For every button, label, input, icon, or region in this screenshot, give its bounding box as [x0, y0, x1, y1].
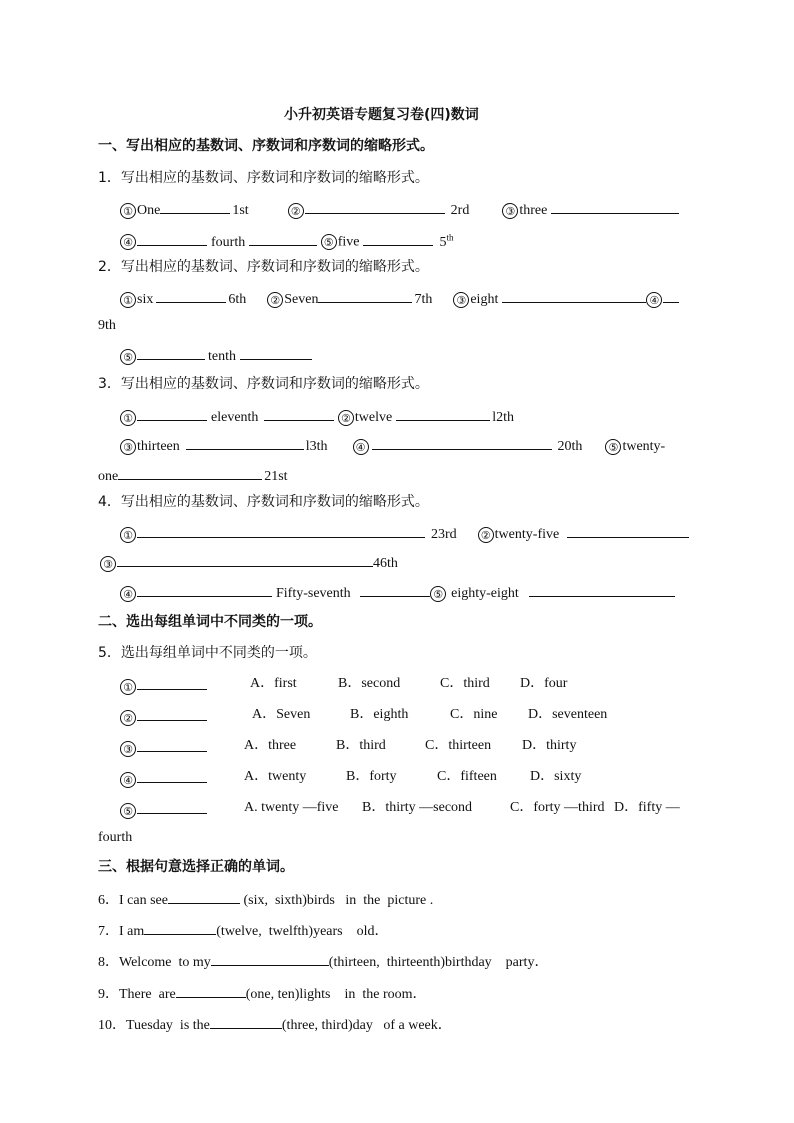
option-b[interactable]: B．eighth — [350, 707, 409, 722]
section-3-heading: 三、根据句意选择正确的单词。 — [98, 859, 294, 875]
option-d[interactable]: D．sixty — [530, 769, 582, 784]
sentence-end: (six, sixth)birds in the picture . — [239, 893, 434, 908]
answer-blank[interactable] — [529, 582, 675, 597]
item-abbr: 5th — [439, 232, 454, 250]
question-number: 9． — [98, 987, 119, 1002]
answer-blank[interactable] — [211, 951, 329, 966]
answer-blank[interactable] — [210, 1014, 282, 1029]
question-8 — [98, 951, 548, 972]
question-3 — [98, 375, 429, 393]
option-d[interactable]: D．four — [520, 676, 568, 691]
item-word: six — [137, 292, 154, 307]
item-abbr: 46th — [373, 556, 398, 571]
item-word: five — [337, 234, 360, 250]
circled-number: ⑤ — [430, 586, 446, 602]
circled-number: ⑤ — [321, 234, 337, 250]
question-number: 7． — [98, 924, 119, 939]
answer-blank[interactable] — [567, 523, 689, 538]
question-number: 1． — [98, 170, 121, 186]
circled-number: ④ — [120, 772, 136, 788]
answer-blank[interactable] — [372, 435, 552, 450]
q5-row-3 — [120, 737, 207, 758]
sentence-end: (thirteen, thirteenth)birthday party． — [328, 955, 549, 970]
question-6 — [98, 889, 433, 910]
question-prompt: 写出相应的基数词、序数词和序数词的缩略形式。 — [120, 259, 429, 275]
item-word: One — [137, 203, 161, 218]
item-ordinal: eleventh — [211, 410, 259, 425]
sentence-start: I can see — [119, 893, 168, 908]
q5-row-5 — [120, 799, 207, 820]
q2-row-2 — [120, 345, 312, 366]
q3-row-1 — [120, 406, 514, 427]
option-b[interactable]: B．forty — [346, 769, 397, 784]
circled-number: ③ — [453, 292, 469, 308]
q4-row-2 — [100, 552, 398, 573]
option-c[interactable]: C．third — [440, 676, 490, 691]
q1-row-1 — [120, 199, 679, 220]
answer-blank[interactable] — [360, 582, 430, 597]
q4-row-1 — [120, 523, 689, 544]
option-c[interactable]: C．forty —third — [510, 800, 605, 815]
q2-row-1 — [120, 288, 679, 309]
item-abbr: 23rd — [431, 527, 457, 542]
option-c[interactable]: C．nine — [450, 707, 498, 722]
question-1 — [98, 169, 429, 187]
option-d[interactable]: D．thirty — [522, 738, 577, 753]
answer-blank[interactable] — [144, 920, 216, 935]
answer-blank[interactable] — [363, 231, 433, 246]
option-b[interactable]: B．second — [338, 676, 401, 691]
answer-blank[interactable] — [117, 552, 373, 567]
answer-blank[interactable] — [551, 199, 679, 214]
circled-number: ⑤ — [120, 803, 136, 819]
answer-blank[interactable] — [663, 288, 679, 303]
answer-blank[interactable] — [240, 345, 312, 360]
question-7 — [98, 920, 389, 941]
answer-blank[interactable] — [396, 406, 490, 421]
section-2-heading: 二、选出每组单词中不同类的一项。 — [98, 614, 322, 630]
answer-blank[interactable] — [264, 406, 334, 421]
item-word: one — [98, 469, 119, 484]
answer-blank[interactable] — [137, 706, 207, 721]
item-word: eighty-eight — [451, 586, 519, 601]
item-ordinal: fourth — [211, 234, 246, 250]
question-prompt: 写出相应的基数词、序数词和序数词的缩略形式。 — [120, 376, 429, 392]
option-d[interactable]: D．seventeen — [528, 707, 608, 722]
answer-blank[interactable] — [137, 582, 272, 597]
q5-row-1 — [120, 675, 207, 696]
question-prompt: 写出相应的基数词、序数词和序数词的缩略形式。 — [120, 494, 429, 510]
sentence-start: There are — [119, 987, 176, 1002]
answer-blank[interactable] — [176, 983, 246, 998]
question-number: 3． — [98, 376, 121, 392]
circled-number: ⑤ — [605, 439, 621, 455]
circled-number: ⑤ — [120, 349, 136, 365]
answer-blank[interactable] — [502, 288, 646, 303]
sentence-start: I am — [119, 924, 145, 939]
option-d-continued: fourth — [98, 830, 133, 845]
q4-row-3 — [120, 582, 675, 603]
answer-blank[interactable] — [137, 345, 205, 360]
q5-row-2 — [120, 706, 207, 727]
item-word: twenty- — [622, 439, 666, 454]
option-d[interactable]: D．fifty — — [614, 800, 680, 815]
sentence-start: Welcome to my — [119, 955, 211, 970]
q1-row-2 — [120, 228, 454, 252]
sentence-end: (three, third)day of a week． — [281, 1018, 452, 1033]
item-word: three — [519, 203, 548, 218]
question-4 — [98, 493, 429, 511]
circled-number: ② — [267, 292, 283, 308]
option-b[interactable]: B．third — [336, 738, 386, 753]
item-abbr: 7th — [414, 292, 433, 307]
answer-blank[interactable] — [137, 768, 207, 783]
answer-blank[interactable] — [137, 737, 207, 752]
answer-blank[interactable] — [137, 675, 207, 690]
option-c[interactable]: C．fifteen — [437, 769, 497, 784]
item-word: eight — [470, 292, 499, 307]
option-a[interactable]: A．first — [250, 676, 297, 691]
option-c[interactable]: C．thirteen — [425, 738, 492, 753]
option-a[interactable]: A．three — [244, 738, 297, 753]
question-number: 4． — [98, 494, 121, 510]
question-number: 2． — [98, 259, 121, 275]
question-9 — [98, 983, 427, 1004]
question-number: 6． — [98, 893, 119, 908]
item-abbr: 6th — [228, 292, 247, 307]
circled-number: ② — [288, 203, 304, 219]
circled-number: ④ — [120, 586, 136, 602]
circled-number: ② — [478, 527, 494, 543]
circled-number: ② — [120, 710, 136, 726]
circled-number: ① — [120, 679, 136, 695]
answer-blank[interactable] — [305, 199, 445, 214]
question-prompt: 选出每组单词中不同类的一项。 — [120, 645, 317, 661]
option-a[interactable]: A．Seven — [252, 707, 311, 722]
item-abbr: 9th — [98, 318, 116, 333]
question-number: 8． — [98, 955, 119, 970]
sentence-start: Tuesday is the — [126, 1018, 210, 1033]
page-title: 小升初英语专题复习卷(四)数词 — [284, 107, 479, 123]
option-a[interactable]: A. twenty —five — [244, 800, 339, 815]
question-number: 5． — [98, 645, 121, 661]
answer-blank[interactable] — [186, 435, 304, 450]
circled-number: ④ — [353, 439, 369, 455]
answer-blank[interactable] — [156, 288, 226, 303]
circled-number: ③ — [120, 439, 136, 455]
section-1-heading: 一、写出相应的基数词、序数词和序数词的缩略形式。 — [98, 138, 434, 154]
answer-blank[interactable] — [249, 231, 317, 246]
answer-blank[interactable] — [137, 523, 425, 538]
question-prompt: 写出相应的基数词、序数词和序数词的缩略形式。 — [120, 170, 429, 186]
question-10 — [98, 1014, 452, 1035]
q5-row-4 — [120, 768, 207, 789]
circled-number: ① — [120, 410, 136, 426]
question-5 — [98, 644, 317, 662]
item-word: Seven — [284, 292, 319, 307]
answer-blank[interactable] — [137, 231, 207, 246]
q3-row-3 — [98, 465, 288, 486]
circled-number: ① — [120, 527, 136, 543]
circled-number: ③ — [120, 741, 136, 757]
item-word: twenty-five — [494, 527, 560, 542]
answer-blank[interactable] — [160, 199, 230, 214]
circled-number: ④ — [120, 234, 136, 250]
answer-blank[interactable] — [168, 889, 240, 904]
item-abbr: 2rd — [450, 203, 470, 218]
item-abbr: l3th — [305, 439, 328, 454]
circled-number: ③ — [100, 556, 116, 572]
sentence-end: (one, ten)lights in the room． — [245, 987, 427, 1002]
answer-blank[interactable] — [118, 465, 262, 480]
item-abbr: 21st — [264, 469, 288, 484]
circled-number: ② — [338, 410, 354, 426]
item-word: thirteen — [137, 439, 180, 454]
answer-blank[interactable] — [318, 288, 412, 303]
q3-row-2 — [120, 435, 665, 456]
circled-number: ① — [120, 292, 136, 308]
item-word: twelve — [354, 410, 393, 425]
option-b[interactable]: B．thirty —second — [362, 800, 473, 815]
question-number: 10． — [98, 1018, 126, 1033]
item-abbr: 1st — [232, 203, 249, 218]
item-ordinal: tenth — [208, 349, 236, 364]
item-abbr: l2th — [492, 410, 515, 425]
circled-number: ④ — [646, 292, 662, 308]
answer-blank[interactable] — [137, 799, 207, 814]
circled-number: ① — [120, 203, 136, 219]
answer-blank[interactable] — [137, 406, 207, 421]
option-a[interactable]: A．twenty — [244, 769, 307, 784]
item-ordinal: Fifty-seventh — [276, 586, 351, 601]
circled-number: ③ — [502, 203, 518, 219]
sentence-end: (twelve, twelfth)years old． — [216, 924, 389, 939]
question-2 — [98, 258, 429, 276]
item-abbr: 20th — [557, 439, 583, 454]
